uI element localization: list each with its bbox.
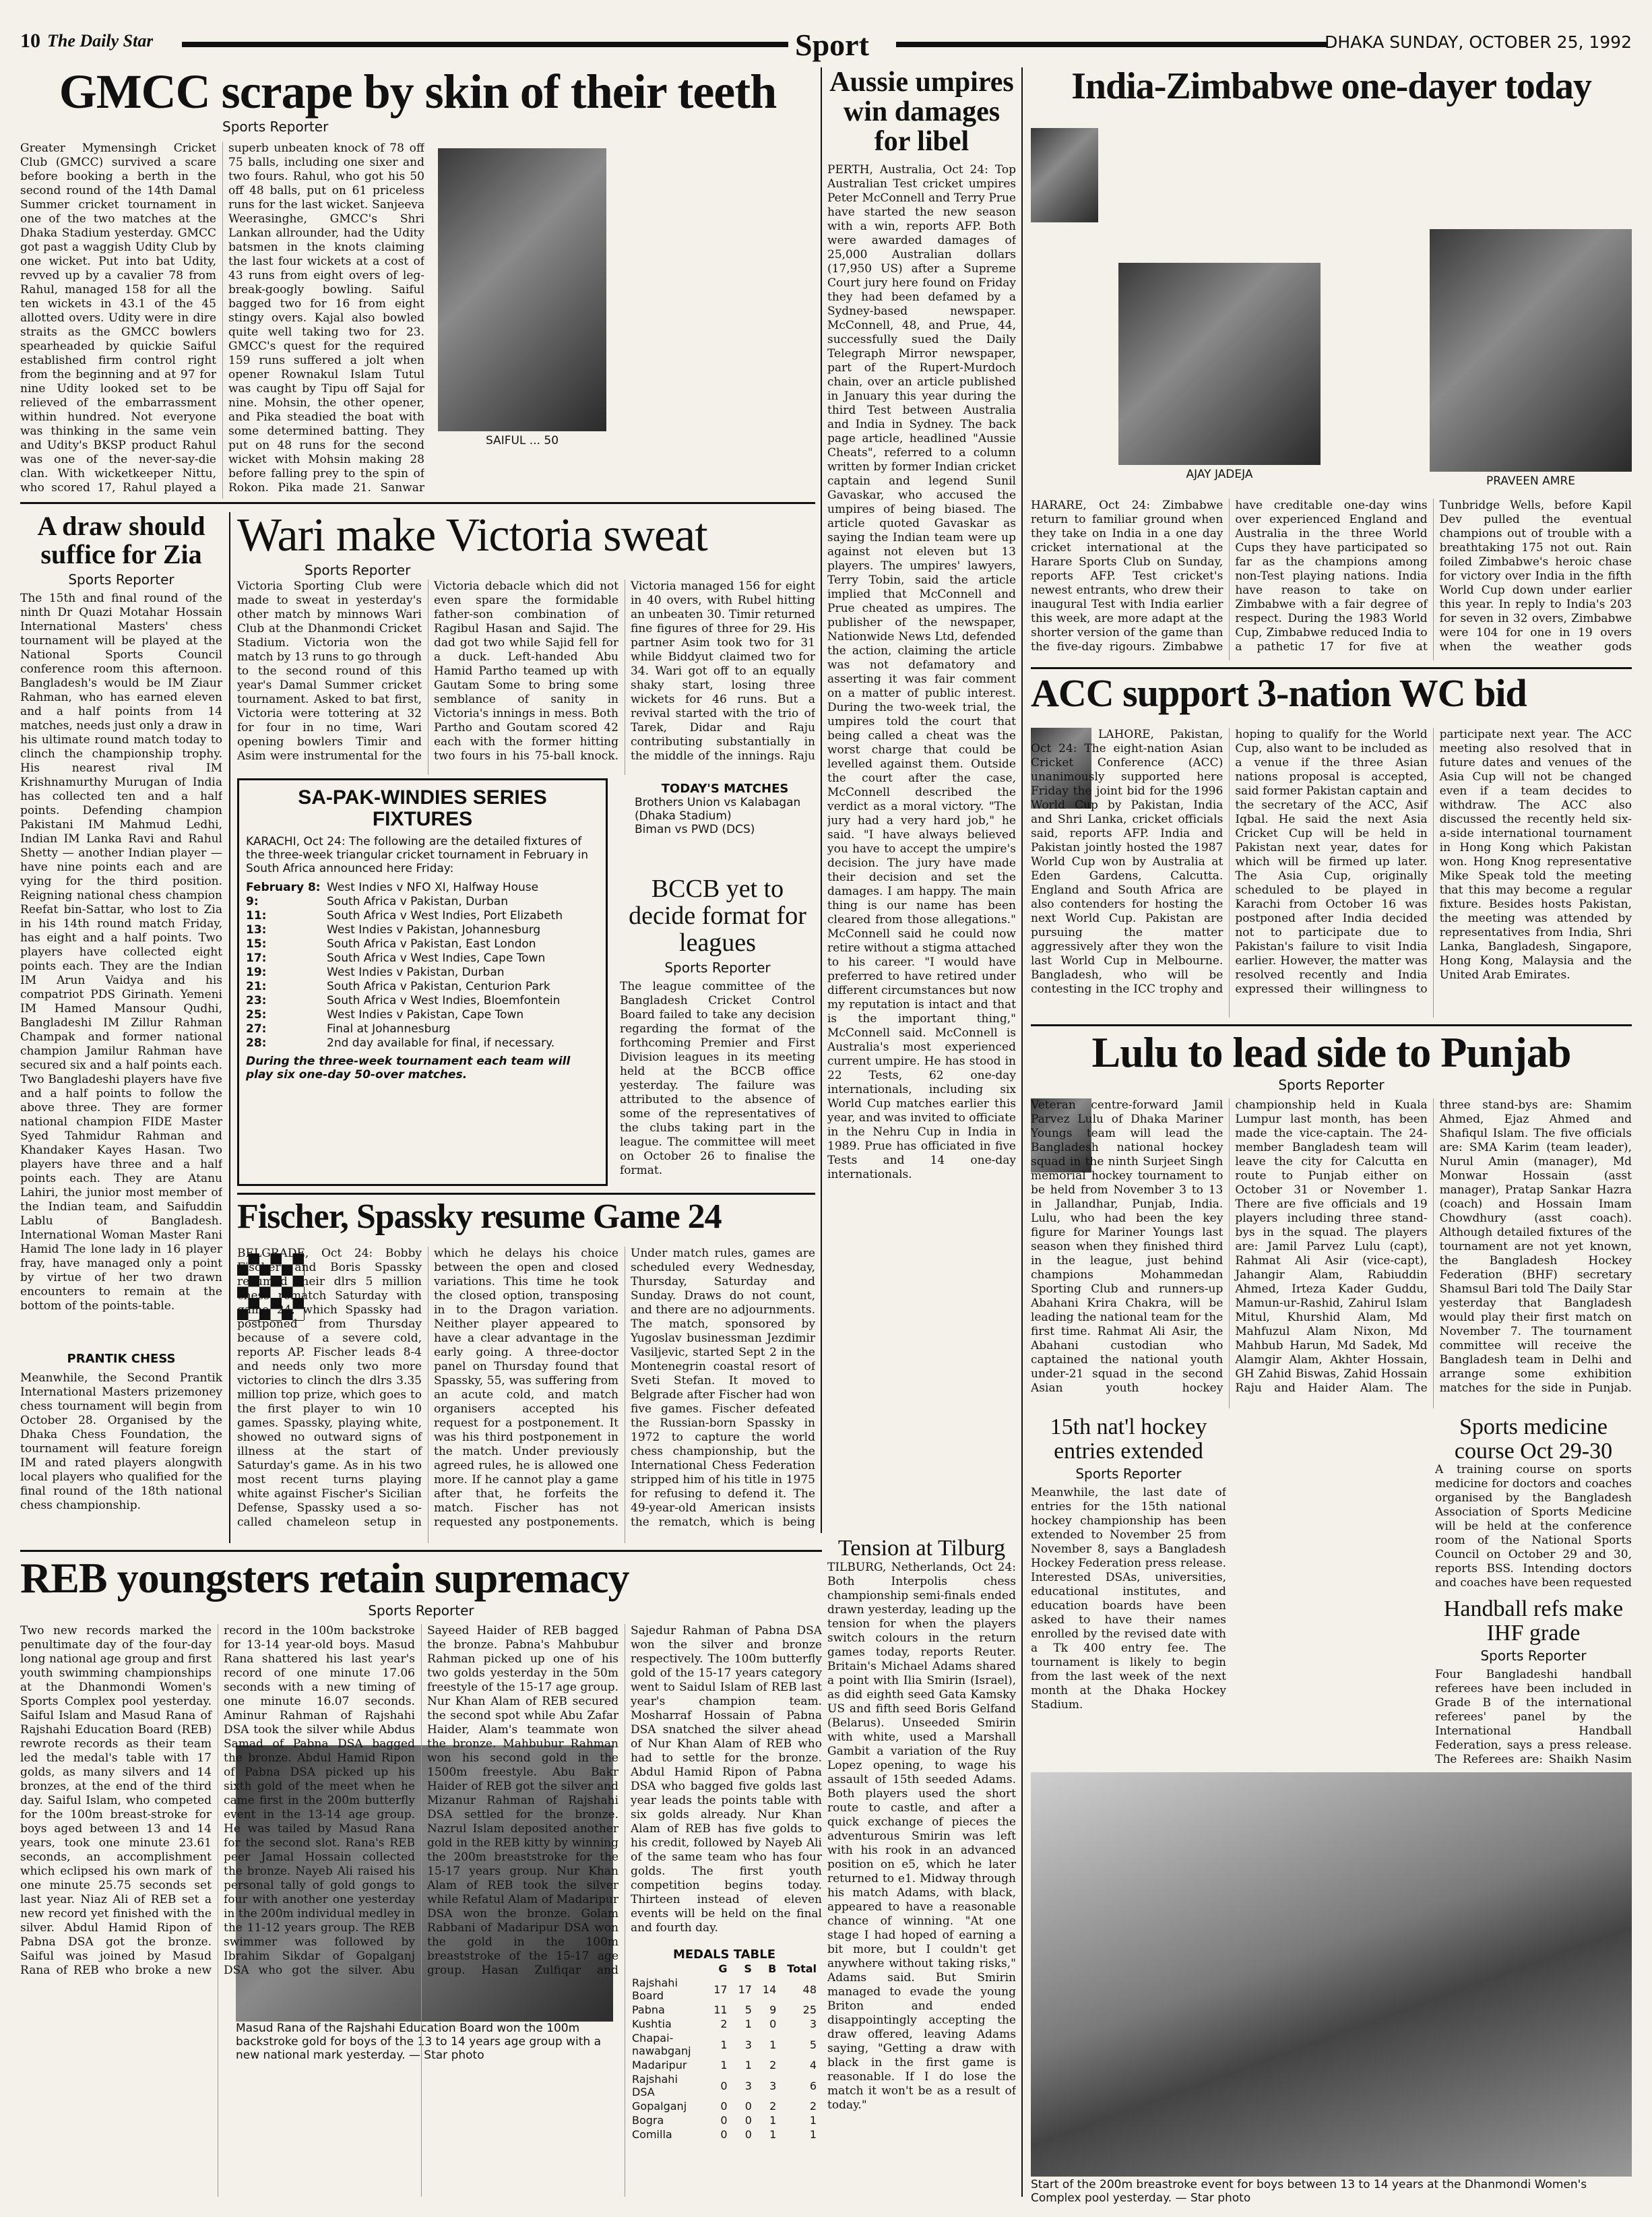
medals-cell: 4 [809,2059,817,2071]
fixture-date: 19: [246,966,267,979]
zia-article [20,512,222,1543]
prantik-body: Meanwhile, the Second Prantik International Masters prizemoney chess tournament will begin from October 28. Organised by the Dhaka Chess Foundation, the tournament will feature foreign IM and rated players alongwith local players who qualified for the final round of the 18th national chess championship. [20,1371,222,1512]
medals-cell: 9 [769,2003,777,2016]
medals-row [627,2127,822,2142]
fixture-match: South Africa v Pakistan, Durban [327,895,508,908]
rule [821,67,822,1533]
medals-header-cell: B [768,1962,777,1975]
medals-cell: 0 [720,2128,728,2141]
aussie-body: PERTH, Australia, Oct 24: Top Australian Test cricket umpires Peter McConnell and Terry Prue have started the new season with a win, reports AFP. Both were awarded damages of 25,000 Australian dollars (17,950 US) after a Supreme Court jury here found on Friday they had been defamed by a Sydney-based newspaper. McConnell, 48, and Prue, 44, successfully sued the Daily Telegraph Mirror newspaper, part of the Rupert-Murdoch chain, over an article published in January this year during the third Test between Australia and India in Sydney. The back page article, headlined "Aussie Cheats", referred to a column written by former Indian cricket captain and legend Sunil Gavaskar, who accused the umpires of being biased. The article quoted Gavaskar as saying the Indian team were up against not eleven but 13 players. The umpires' lawyers, Terry Tobin, said the article implied that McConnell and Prue cheated as umpires. The publisher of the newspaper, Nationwide News Ltd, defended the action, claiming the article was not defamatory and asserting it was fair comment on a matter of public interest. During the two-week trial, the umpires told the court that being called a cheat was the worst charge that could be levelled against them. Outside the court after the case, McConnell described the verdict as a moral victory. "The jury had a very hard job," he said. "I have always believed you have to accept the umpire's decision. The jury have made their decision and set the damages. I am happy. The main thing is our name has been cleared from those allegations." McConnell said he could now retire without a stigma attached to his career. "I would have preferred to have retired under different circumstances but now my reputation is intact and that is the important thing," McConnell said. McConnell is Australia's most experienced current umpire. He has stood in 22 Tests, 62 one-day internationals, including six World Cup matches earlier this year, and was invited to officiate in the Nehru Cup in India in 1989. Prue has officiated in five Tests and 14 one-day internationals. [827,163,1016,1182]
bccb-byline: Sports Reporter [664,959,771,976]
fixture-row [246,980,599,994]
page-number: 10 [20,30,40,52]
fischer-headline: Fischer, Spassky resume Game 24 [237,1199,722,1236]
india-article [1031,67,1632,660]
medicine-body: A training course on sports medicine for doctors and coaches organised by the Bangladesh Association of Sports Medicine will be held at the conference room of the National Sports Council on October 29 and 30, reports BSS. Intending doctors and coaches have been requested [1435,1463,1632,1590]
todays-match-1: Brothers Union vs Kalabagan (Dhaka Stadium) [635,796,801,823]
gmcc-article [20,67,815,499]
medals-header-cell: Total [787,1962,817,1975]
date-line: DHAKA SUNDAY, OCTOBER 25, 1992 [1325,32,1632,52]
amre-caption: PRAVEEN AMRE [1430,474,1632,488]
medals-cell: 3 [744,2079,752,2092]
medals-header-cell: G [718,1962,728,1975]
handball-headline: Handball refs make IHF grade [1443,1597,1624,1646]
medals-cell: Gopalganj [632,2100,687,2113]
india-body: HARARE, Oct 24: Zimbabwe return to familiar ground when they take on India in a one day cricket international at the Harare Sports Club on Sunday, reports AFP. Test cricket's newest entrants, who drew their inaugural Test with India earlier this week, are more adapt at the shorter version of the game than the five-day rigours. Zimbabwe have creditable one-day wins over experienced England and Australia in the three World Cups they have participated so far as the champions among non-Test playing nations. India have reason to take on Zimbabwe with a fair degree of respect. During the 1983 World Cup, Zimbabwe reduced India to a pathetic 17 for five at Tunbridge Wells, before Kapil Dev pulled the eventual champions out of trouble with a breathtaking 175 not out. Rain foiled Zimbabwe's heroic chase for victory over India in the fifth World Cup down under earlier this year. In reply to India's 203 for seven in 32 overs, Zimbabwe were 104 for one in 19 overs when the weather gods [1031,499,1632,654]
fixture-row [246,951,599,966]
fixtures-intro: KARACHI, Oct 24: The following are the detailed fixtures of the three-week triangular cricket tournament in February in South Africa announced here Friday: [246,835,589,875]
zia-body: The 15th and final round of the ninth Dr Quazi Motahar Hossain International Masters' chess tournament will be played at the National Sports Council conference room this afternoon. Bangladesh's would be IM Ziaur Rahman, who has earned eleven and a half points from 14 matches, needs just only a draw in his ultimate round match today to clinch the championship trophy. His nearest rival IM Krishnamurthy Murugan of India has collected ten and a half points. Defending champion Pakistani IM Mahmud Ledhi, Indian IM Lanka Ravi and Rahul Shetty — another Indian player — have nine points each and are vying for the third position. Reigning national chess champion Reefat bin-Sattar, who lost to Zia in his 14th round match Friday, has eight and a half points. Two players have collected eight points each. They are the Indian IM Arun Vaidya and his compatriot PDS Girinath. Yemeni IM Hamed Mansour Qudhi, Bangladeshi IM Zillur Rahman Champak and former national champion Jamilur Rahman have secured six and a half points each. Two Bangladeshi players have five and a half points to follow the above three. They are former national champion FIDE Master Syed Tahmidur Rahman and Khandaker Kayes Hasan. Two players have three and a half points each. They are Atanu Lahiri, the junior most member of the Indian team, and Saifuddin Lablu of Bangladesh. International Woman Master Rani Hamid The lone lady in 16 player fray, have managed only a point by virtue of her two drawn encounters to remain at the bottom of the points-table. [20,592,222,1313]
medicine-subarticle [1435,1415,1632,1590]
handball-body: Four Bangladeshi handball referees have been included in Grade B of the international referees' panel by the International Handball Federation, says a press release. The Referees are: Shaikh Nasim [1435,1668,1632,1766]
rule [20,1550,822,1552]
medals-table-box [627,1947,822,2142]
fixture-date: 13: [246,923,267,937]
medals-cell: Bogra [632,2114,664,2127]
reb-photo-caption: Masud Rana of the Rajshahi Education Board won the 100m backstroke gold for boys of the 13 to 14 years age group with a new national mark yesterday. — Star photo [236,2022,613,2062]
pool-photo [1031,1772,1632,2177]
medals-cell: Kushtia [632,2018,672,2030]
rule [237,1193,815,1195]
gmcc-photo-caption: SAIFUL ... 50 [438,434,606,447]
fixture-row [246,1036,599,1051]
amre-portrait [1430,229,1632,488]
fixture-date: 11: [246,909,267,923]
acc-article [1031,674,1632,1024]
reb-article [20,1557,822,2204]
fixture-match: South Africa v Pakistan, East London [327,937,536,951]
gmcc-photo [438,148,606,447]
lulu-headline: Lulu to lead side to Punjab [1091,1031,1571,1076]
fixture-date: February 8: [246,881,321,894]
lulu-byline: Sports Reporter [1278,1077,1385,1093]
medals-cell: 0 [744,2114,752,2127]
rule [20,502,815,504]
gmcc-byline: Sports Reporter [222,119,329,135]
jadeja-caption: AJAY JADEJA [1118,468,1321,481]
medals-row [627,2113,822,2127]
zia-headline: A draw should suffice for Zia [37,512,205,569]
medals-cell: 5 [809,2038,817,2051]
medals-header-cell [627,1962,708,1976]
fixtures-title: SA-PAK-WINDIES SERIES FIXTURES [298,786,547,830]
fixture-date: 25: [246,1008,267,1022]
medals-cell: Rajshahi Board [632,1976,678,2002]
aussie-headline: Aussie umpires win damages for libel [829,67,1014,158]
medals-cell: 3 [744,2038,752,2051]
medals-cell: 0 [720,2100,728,2113]
reb-body: Two new records marked the penultimate day of the four-day long national age group and first youth swimming championships at the Dhanmondi Women's Sports Complex pool yesterday. Saiful Islam and Masud Rana of Rajshahi Education Board (REB) rewrote records as their team led the medal's table with 17 golds, as many silvers and 14 bronzes, at the end of the third day. Saiful Islam, who competed for the 100m breast-stroke for boys aged between 13 and 14 years, took one minute 23.61 seconds, an accomplishment which eclipsed his own mark of one minute 25.75 seconds set last year. Niaz Ali of REB set a new record yet finished with the silver. Abdul Hamid Ripon of Pabna DSA got the bronze. Saiful was joined by Masud Rana of REB who broke a new record in the 100m backstroke for 13-14 year-old boys. Masud Rana shattered his last year's record of one minute 17.06 seconds with a new timing of one minute 16.07 seconds. Aminur Rahman of Rajshahi DSA took the silver while Abdus Samad of Pabna DSA bagged the bronze. Abdul Hamid Ripon of Pabna DSA picked up his sixth gold of the meet when he came first in the 200m butterfly event in the 13-14 age group. He was tailed by Masud Rana for the second slot. Rana's REB peer Jamal Hossain collected the bronze. Nayeb Ali raised his personal tally of gold gongs to four with another one yesterday in the 200m individual medley in the 11-12 years group. The REB swimmer was followed by Ibrahim Sikdar of Gopalganj DSA who got the silver. Abu Sayeed Haider of REB bagged the bronze. Pabna's Mahbubur Rahman picked up one of his two golds yesterday in the 50m freestyle of the 15-17 age group. Nur Khan Alam of REB secured the second spot while Abu Zafar Haider, Alam's teammate won the bronze. Mahbubur Rahman won his second gold in the 1500m freestyle. Abu Bakr Haider of REB got the silver and Mizanur Rahman of Rajshahi DSA settled for the bronze. Nazrul Islam deposited another gold in the REB kitty by winning the 200m breaststroke for the 15-17 years group. Nur Khan Alam of REB took the silver while Refatul Alam of Madaripur DSA won the bronze. Golam Rabbani of Madaripur DSA won the gold in the 100m breaststroke of the 15-17 age group. Hasan Zulfiqar and Sajedur Rahman of Pabna DSA won the silver and bronze respectively. The 100m butterfly gold of the 15-17 years category went to Saidul Islam of REB last year's champion team. Mosharraf Hossain of Pabna DSA snatched the silver ahead of Nur Khan Alam of REB who had to settle for the bronze. Abdul Hamid Ripon of Pabna DSA who bagged five golds last year leads the points table with six golds already. Nur Khan Alam of REB has five golds to his credit, followed by Nayeb Ali of the same team who has four golds. The first youth competition begins today. Thirteen instead of eleven events will be held on the final and fourth day. [20,1624,822,1977]
medals-cell: 1 [720,2059,728,2071]
medals-row [627,2003,822,2017]
medals-cell: 25 [802,2003,817,2016]
prantik-subhead: PRANTIK CHESS [67,1352,176,1366]
lulu-body: Veteran centre-forward Jamil Parvez Lulu of Dhaka Mariner Youngs team will lead the Bangladesh national hockey squad in the ninth Surjeet Singh memorial hockey tournament to be held from November 3 to 13 in Jallandhar, Punjab, India. Lulu, who had been the key figure for Mariner Youngs last season when they finished third in the league, just behind champions Mohammedan Sporting Club and runners-up Abahani Krira Chakra, will be leading the national team for the first time. Rahmat Ali Asir, the Abahani custodian who captained the national youth under-21 squad in the second Asian youth hockey championship held in Kuala Lumpur last month, has been made the vice-captain. The 24-member Bangladesh team will leave the city for Calcutta en route to Punjab either on October 31 or November 1. There are five officials and 19 players including three stand-bys in the squad. The players are: Jamil Parvez Lulu (capt), Rahmat Ali Asir (vice-capt), Jahangir Alam, Rabiuddin Ahmed, Irteza Kader Guddu, Mamun-ur-Rashid, Zahirul Islam Mitul, Khurshid Alam, Md Mahfuzul Alam Nixon, Md Mahbub Harun, Md Sadek, Md Alamgir Alam, Akhter Hossain, GH Zahid Biswas, Zahid Hossain Raju and Haider Alam. The three stand-bys are: Shamim Ahmed, Ejaz Ahmed and Shafiqul Islam. The five officials are: SMA Karim (team leader), Nurul Amin (manager), Md Monwar Hossain (asst manager), Pratap Sankar Hazra (coach) and Hossain Imam Chowdhury (asst coach). Although detailed fixtures of the tournament are not yet known, the Bangladesh Hockey Federation (BHF) secretary Shamsul Bari told The Daily Star yesterday that Bangladesh would play their first match on November 7. The tournament committee will receive the Bangladesh team in Delhi and arrange some exhibition matches for the side in Punjab. [1031,1098,1632,1395]
tilburg-article [827,1536,1016,2190]
rule [1021,67,1023,2197]
medals-cell: 2 [720,2018,728,2030]
medals-row [627,2058,822,2072]
fixture-match: Final at Johannesburg [327,1022,451,1036]
lulu-article [1031,1031,1632,1766]
fixture-row [246,1008,599,1022]
wari-headline: Wari make Victoria sweat [237,512,707,561]
fixture-row [246,895,599,909]
gmcc-headline: GMCC scrape by skin of their teeth [59,67,777,119]
todays-matches [635,782,815,836]
pool-caption: Start of the 200m breastroke event for boys between 13 to 14 years at the Dhanmondi Women's Complex pool yesterday. — Star photo [1031,2178,1587,2205]
medals-cell: 1 [720,2038,728,2051]
medals-header-row [627,1962,822,1976]
masthead-rule-right [896,42,1327,47]
aussie-article [827,67,1016,1533]
acc-headline: ACC support 3-nation WC bid [1031,674,1527,715]
wari-body: Victoria Sporting Club were made to sweat in yesterday's other match by minnows Wari Club at the Dhanmondi Cricket Stadium. Victoria won the match by 13 runs to go through to the second round of this year's Damal Summer cricket tournament. Asked to bat first, Victoria were tottering at 32 for four in no time, Wari opening bowlers Timir and Asim were instrumental for the Victoria debacle which did not even spare the formidable father-son combination of Ragibul Hasan and Sajid. The dad got two while Sajid fell for a duck. Left-handed Abu Hamid Partho teamed up with Gautam Some to bring some semblance of sanity in Victoria's innings in mess. Both Partho and Goutam scored 42 each with the former hitting two fours in his 75-ball knock. Victoria managed 156 for eight in 40 overs, with Rubel hitting an unbeaten 30. Timir returned fine figures of three for 29. His partner Asim took two for 31 while Biddyut claimed two for 34. Wari got off to an equally shaky start, losing three wickets for 46 runs. But a revival started with the trio of Tarek, Didar and Raju contributing substantially in the middle of the innings. Raju [237,580,815,763]
reb-headline: REB youngsters retain supremacy [20,1557,629,1602]
fixture-row [246,923,599,937]
medals-cell: 2 [769,2100,777,2113]
hockey-subarticle [1031,1415,1226,1766]
medals-cell: 17 [738,1982,752,1996]
medals-cell: 1 [809,2114,817,2127]
hockey-body: Meanwhile, the last date of entries for the 15th national hockey championship has been extended to November 25 from November 8, says a Bangladesh Hockey Federation press release. Interested DSAs, universities, educational institutes, and education boards have been asked to have their names enrolled by the revised date with a Tk 400 entry fee. The tournament is likely to begin from the last week of the next month at the Dhaka Hockey Stadium. [1031,1486,1226,1712]
rule [1031,1024,1632,1026]
india-headline: India-Zimbabwe one-dayer today [1071,67,1591,107]
medals-cell: Chapai-nawabganj [632,2032,691,2057]
medals-title: MEDALS TABLE [672,1947,776,1962]
fixture-row [246,1022,599,1036]
medals-cell: 0 [720,2114,728,2127]
masthead [20,27,1632,62]
fixture-match: West Indies v Pakistan, Durban [327,966,505,979]
fixtures-box [237,778,608,1186]
zia-byline: Sports Reporter [68,571,174,588]
fixture-date: 15: [246,937,267,951]
medals-cell: 3 [769,2079,777,2092]
fixture-row [246,994,599,1008]
hockey-byline: Sports Reporter [1075,1466,1182,1482]
medals-cell: 2 [769,2059,777,2071]
medals-cell: 1 [744,2018,752,2030]
fixture-date: 21: [246,980,267,993]
tilburg-body: TILBURG, Netherlands, Oct 24: Both Interpolis chess championship semi-finals ended drawn yesterday, leading up the tension for when the players switch colours in the return games today, reports Reuter. Britain's Michael Adams shared a point with Ilia Smirin (Israel), as did eighth seed Gata Kamsky US and fifth seed Boris Gelfand (Belarus). Unseeded Smirin with white, used a Marshall Gambit a variation of the Ruy Lopez opening, to wage his assault of 15th seeded Adams. Both players used the short route to castle, and after a quick exchange of pieces the adventurous Smirin was left with his rook in an advanced position on e5, which he later returned to e1. Midway through his match Adams, with black, appeared to have a reasonable chance of winning. "At one stage I had hoped of earning a bit more, but I couldn't get anywhere without taking risks," Adams said. But Smirin managed to evade the young Briton and ended disappointingly accepting the draw offered, leaving Adams saying, "Getting a draw with black in the first game is reasonable. If I do lose the match it won't be as a result of today." [827,1560,1016,2112]
section-title: Sport [795,28,869,62]
fixture-match: West Indies v Pakistan, Cape Town [327,1008,524,1022]
fixture-match: South Africa v Pakistan, Centurion Park [327,980,550,993]
medals-cell: 0 [769,2018,777,2030]
medals-row [627,2072,822,2099]
rule [1031,667,1632,669]
bccb-headline: BCCB yet to decide format for leagues [629,876,806,957]
medals-row [627,2017,822,2031]
medals-cell: 1 [769,2128,777,2141]
medals-cell: 6 [809,2079,817,2092]
medals-cell: 48 [802,1982,817,1996]
handball-subarticle [1435,1597,1632,1766]
fixture-date: 23: [246,994,267,1007]
fixture-row [246,881,599,895]
fixture-match: South Africa v West Indies, Cape Town [327,951,546,965]
medals-cell: 0 [720,2079,728,2092]
fixture-match: South Africa v West Indies, Bloemfontein [327,994,561,1007]
medals-cell: Rajshahi DSA [632,2073,678,2098]
medals-row [627,2099,822,2113]
medals-cell: 3 [809,2018,817,2030]
tilburg-headline: Tension at Tilburg [837,1536,1006,1561]
medals-cell: 11 [713,2003,728,2016]
fixture-date: 17: [246,951,267,965]
medals-cell: 1 [744,2059,752,2071]
fixture-date: 9: [246,895,259,908]
fixture-match: West Indies v Pakistan, Johannesburg [327,923,541,937]
hockey-headline: 15th nat'l hockey entries extended [1050,1415,1207,1464]
medals-cell: 1 [769,2038,777,2051]
medals-cell: 1 [809,2128,817,2141]
fixture-match: West Indies v NFO XI, Halfway House [327,881,539,894]
fixture-date: 28: [246,1036,267,1050]
medals-cell: 17 [713,1982,728,1996]
todays-match-2: Biman vs PWD (DCS) [635,823,755,836]
fixture-date: 27: [246,1022,267,1036]
fixture-match: 2nd day available for final, if necessary. [327,1036,555,1050]
jadeja-portrait [1118,263,1321,481]
medals-cell: 0 [744,2128,752,2141]
jadeja-photo [1031,128,1098,222]
medals-cell: 14 [762,1982,777,1996]
medals-cell: 2 [809,2100,817,2113]
reb-byline: Sports Reporter [368,1602,474,1619]
medals-cell: 5 [744,2003,752,2016]
medals-cell: 1 [769,2114,777,2127]
fixtures-list [246,881,599,1051]
medals-header-cell: S [744,1962,752,1975]
medals-row [627,1976,822,2003]
medals-cell: Comilla [632,2128,672,2141]
medals-cell: Madaripur [632,2059,687,2071]
wari-byline: Sports Reporter [305,562,411,578]
medicine-headline: Sports medicine course Oct 29-30 [1454,1415,1613,1464]
fixture-match: South Africa v West Indies, Port Elizabeth [327,909,563,923]
fixture-row [246,937,599,951]
paper-name: The Daily Star [47,31,154,51]
fixtures-note: During the three-week tournament each team will play six one-day 50-over matches. [246,1055,571,1082]
medals-cell: 0 [744,2100,752,2113]
gmcc-body-cont [620,142,815,499]
handball-byline: Sports Reporter [1480,1648,1587,1664]
masthead-rule-left [182,42,788,47]
acc-body: LAHORE, Pakistan, Oct 24: The eight-nation Asian Cricket Conference (ACC) unanimously supported here Friday the joint bid for the 1996 World Cup by Pakistan, India and Shri Lanka, cricket officials said, reports AFP. India and Pakistan jointly hosted the 1987 World Cup won by Australia at Eden Gardens, Calcutta. England and South Africa are also contenders for hosting the next World Cup. Pakistan are pursuing the matter aggressively after they won the last World Cup in Melbourne. Bangladesh, who will be contesting in the ICC trophy and hoping to qualify for the World Cup, also want to be included as a venue if the three Asian nations proposal is accepted, said former Pakistan captain and the secretary of the ACC, Asif Iqbal. He said the next Asia Cricket Cup will be held in Pakistan next year, dates for which will be firmed up later. The Asia Cup, originally scheduled to be played in Karachi from October 16 was postponed after India decided not to participate due to Pakistan's failure to visit India earlier. However, the matter was resolved recently and India expressed their willingness to participate next year. The ACC meeting also resolved that in future dates and venues of the Asia Cup will not be changed even if a team decides to withdraw. The ACC also discussed the recently held six-a-side international tournament in Hong Kong which Pakistan won. Hong Knog representative Mike Speak told the meeting that this may become a regular fixture. Besides hosts Pakistan, the meeting was attended by representatives from India, Shri Lanka, Bangladesh, Singapore, Hong Kong, Malaysia and the United Arab Emirates. [1031,728,1632,996]
fixture-row [246,966,599,980]
medals-cell: Pabna [632,2003,665,2016]
bccb-body: The league committee of the Bangladesh Cricket Control Board failed to take any decision regarding the format of the forthcoming Premier and First Division leagues in its meeting held at the BCCB office yesterday. The failure was attributed to the absence of some of the representatives of the clubs taking part in the league. The committee will meet on October 26 to finalise the format. [620,979,815,1177]
fischer-body: BELGRADE, Oct 24: Bobby Fischer and Boris Spassky resumed their dlrs 5 million chess rematch Saturday with game 24, which Spassky had postponed from Thursday because of a severe cold, reports AP. Fischer leads 8-4 and needs only two more victories to clinch the dlrs 3.35 million top prize, which goes to the first player to win 10 games. Spassky, playing white, showed no outward signs of illness at the start of Saturday's game. As in his two most recent turns playing white against Fischer's Sicilian Defense, Spassky used a so-called chameleon setup in which he delays his choice between the open and closed variations. This time he took the closed option, transposing in to the Dragon variation. Neither player appeared to have a clear advantage in the early going. A three-doctor panel on Thursday found that Spassky, 55, was suffering from an acute cold, and match organisers accepted his request for a postponement. It was his third postponement in the match. Under previously agreed rules, he is allowed one more. If he cannot play a game after that, he forfeits the match. Fischer has not requested any postponements. Under match rules, games are scheduled every Wednesday, Thursday, Saturday and Sunday. Draws do not count, and there are no adjournments. The match, sponsored by Yugoslav businessman Jezdimir Vasiljevic, started Sept 2 in the Montenegrin coastal resort of Sveti Stefan. It moved to Belgrade after Fischer had won five games. Fischer defeated the Russian-born Spassky in 1972 to capture the world chess championship, but the International Chess Federation stripped him of his title in 1975 for refusing to defend it. The 49-year-old American insists the rematch, which is being [237,1247,815,1529]
rule [229,512,230,1543]
bccb-article [620,876,815,1226]
fixture-row [246,909,599,923]
gmcc-body: Greater Mymensingh Cricket Club (GMCC) survived a scare before booking a berth in the second round of the 14th Damal Summer cricket tournament in one of the two matches at the Dhaka Stadium yesterday. GMCC got past a waggish Udity Club by one wicket. Put into bat Udity, revved up by a cavalier 78 from Rahul, managed 158 for all the ten wickets in 43.1 of the 45 allotted overs. Udity were in dire straits as the GMCC bowlers spearheaded by quickie Saiful established firm control right from the beginning and at 97 for nine Udity looked set to be relieved of the embarrassment within hundred. Not everyone was thinking in the same vein and Udity's BKSP product Rahul was one of the never-say-die clan. With wicketkeeper Nittu, who scored 17, Rahul played a superb unbeaten knock of 78 off 75 balls, including one sixer and two fours. Rahul, who got his 50 off 48 balls, put on 61 priceless runs for the last wicket. Sanjeeva Weerasinghe, GMCC's Shri Lankan allrounder, had the Udity batsmen in the knots claiming the last four wickets at a cost of 43 runs from eight overs of leg-break-googly bowling. Saiful bagged two for 16 from eight stingy overs. Kajal also bowled quite well taking two for 23. GMCC's quest for the required 159 runs suffered a jolt when opener Rownakul Islam Tutul was caught by Tipu off Sajal for nine. Mohsin, the other opener, and Pika steadied the boat with some determined batting. They put on 48 runs for the second wicket with Mohsin making 28 before falling prey to the spin of Rokon. Pika made 21. Sanwar [20,142,424,495]
medals-table [627,1962,822,2142]
medals-row [627,2031,822,2058]
fischer-article [237,1199,815,1550]
todays-matches-head: TODAY'S MATCHES [661,782,789,796]
